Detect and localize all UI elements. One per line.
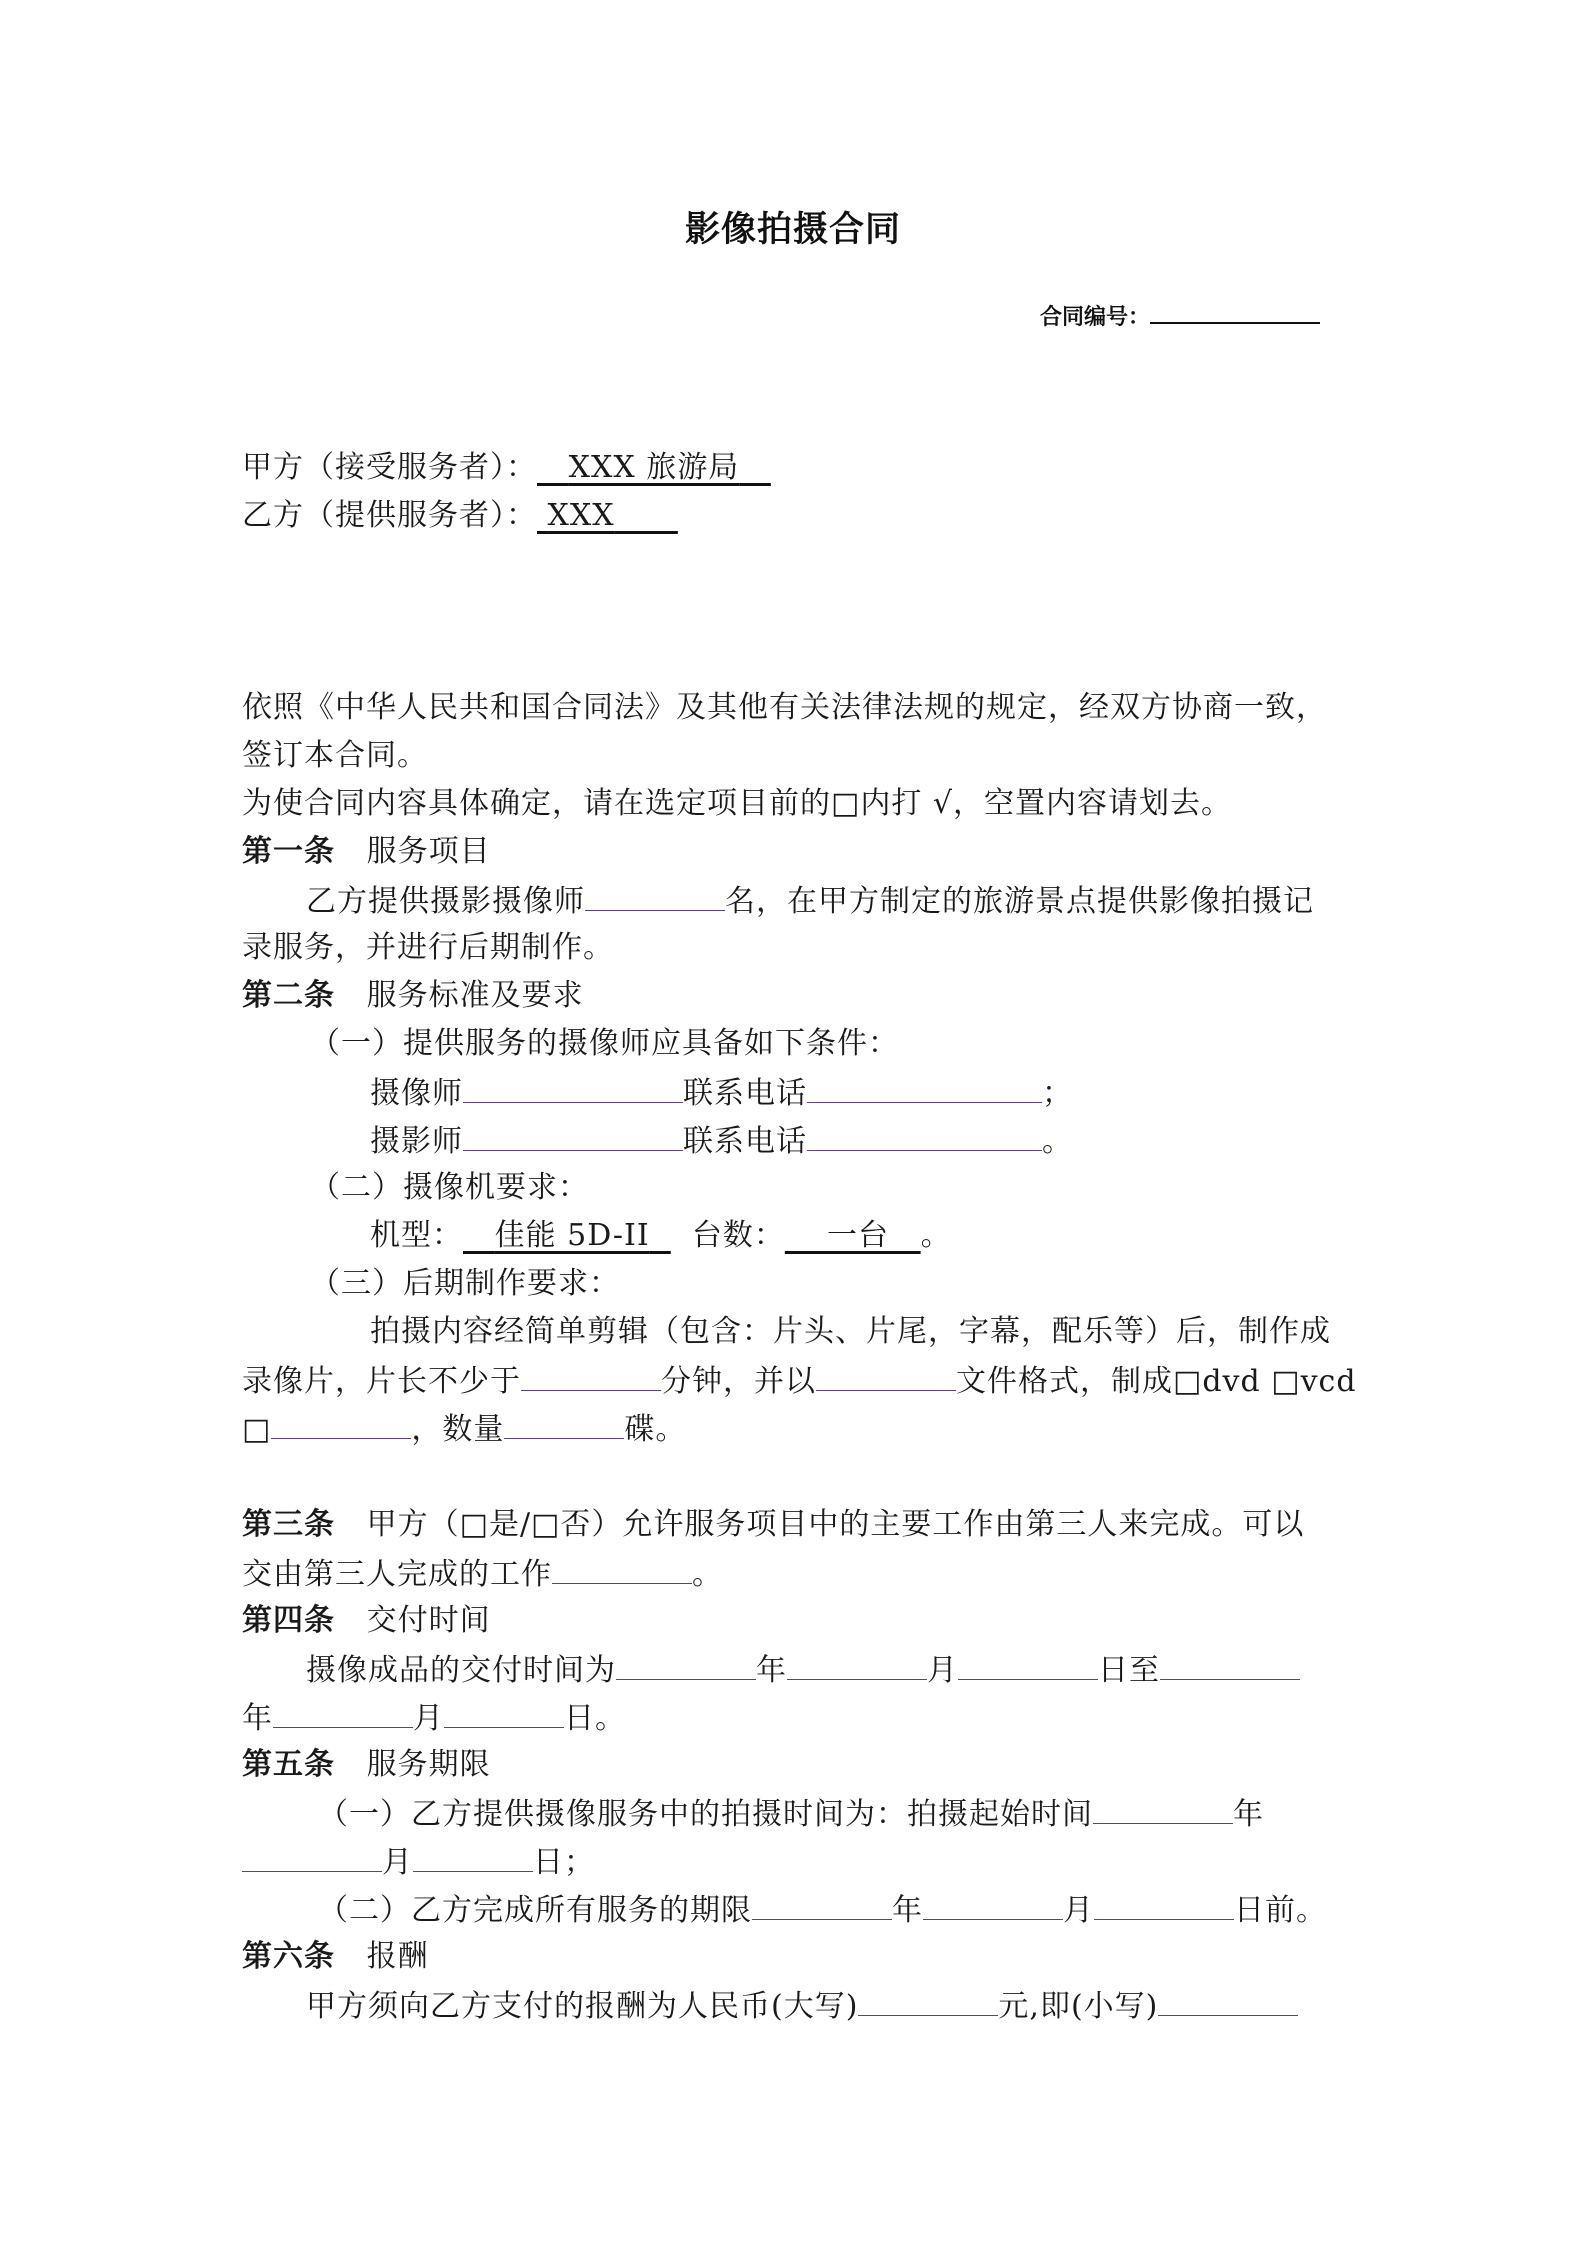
article-1-line-2: 录服务，并进行后期制作。 xyxy=(242,930,614,965)
post-line-3: □ ，数量 碟。 xyxy=(242,1408,686,1450)
article-3-line-1: 第三条 甲方（□是/□否）允许服务项目中的主要工作由第三人来完成。可以 xyxy=(242,1507,1305,1542)
article-5-heading: 第五条 服务期限 xyxy=(242,1747,491,1782)
other-media-blank[interactable] xyxy=(271,1408,411,1439)
article-5-line-1: （一）乙方提供摄像服务中的拍摄时间为：拍摄起始时间 年 xyxy=(318,1793,1264,1835)
third-party-work-blank[interactable] xyxy=(552,1553,692,1584)
preamble-line-1: 依照《中华人民共和国合同法》及其他有关法律法规的规定，经双方协商一致， xyxy=(242,690,1327,725)
disc-count-blank[interactable] xyxy=(504,1408,624,1439)
delivery-start-month-blank[interactable] xyxy=(787,1649,927,1680)
party-b-label: 乙方（提供服务者）： xyxy=(242,498,537,533)
party-b-value: XXX xyxy=(547,498,615,533)
page-title: 影像拍摄合同 xyxy=(684,210,901,250)
videographer-row: 摄像师 联系电话 ； xyxy=(370,1072,1073,1114)
contract-number-blank[interactable] xyxy=(1150,308,1320,324)
article-4-line-2: 年 月 日。 xyxy=(242,1697,626,1739)
delivery-end-day-blank[interactable] xyxy=(444,1697,564,1728)
fee-uppercase-blank[interactable] xyxy=(858,1985,998,2016)
duration-blank[interactable] xyxy=(521,1360,661,1391)
delivery-end-month-blank[interactable] xyxy=(273,1697,413,1728)
service-end-month-blank[interactable] xyxy=(923,1889,1063,1920)
photographer-row: 摄影师 联系电话 。 xyxy=(370,1120,1073,1162)
article-2-sub-2: （二）摄像机要求： xyxy=(310,1170,589,1205)
shoot-start-month-blank[interactable] xyxy=(242,1841,382,1872)
article-5-line-3: （二）乙方完成所有服务的期限 年 月 日前。 xyxy=(318,1889,1327,1931)
camera-model-value: 佳能 5D-II xyxy=(494,1218,650,1253)
article-6-line-1: 甲方须向乙方支付的报酬为人民币(大写) 元,即(小写) xyxy=(306,1985,1298,2027)
fee-numeric-blank[interactable] xyxy=(1158,1985,1298,2016)
preamble-line-2: 签订本合同。 xyxy=(242,738,428,773)
post-line-1: 拍摄内容经简单剪辑（包含：片头、片尾，字幕，配乐等）后，制作成 xyxy=(370,1314,1331,1349)
post-line-2: 录像片，片长不少于 分钟，并以 文件格式，制成□dvd □vcd xyxy=(242,1360,1357,1402)
service-end-day-blank[interactable] xyxy=(1094,1889,1234,1920)
article-2-sub-3: （三）后期制作要求： xyxy=(310,1266,620,1301)
party-a-label: 甲方（接受服务者）： xyxy=(242,450,537,485)
contract-number-label: 合同编号： xyxy=(1040,305,1151,330)
party-b xyxy=(242,496,678,536)
article-5-line-2: 月 日； xyxy=(242,1841,595,1883)
delivery-start-day-blank[interactable] xyxy=(958,1649,1098,1680)
contract-number xyxy=(1040,300,1320,331)
photographer-name-blank[interactable] xyxy=(463,1120,683,1151)
shoot-start-day-blank[interactable] xyxy=(413,1841,533,1872)
delivery-start-year-blank[interactable] xyxy=(616,1649,756,1680)
photographer-count-blank[interactable] xyxy=(585,880,725,911)
camera-row: 机型： 佳能 5D-II 台数： 一台 。 xyxy=(370,1218,952,1253)
article-1-line-1: 乙方提供摄影摄像师 名，在甲方制定的旅游景点提供影像拍摄记 xyxy=(306,880,1314,922)
camera-count-value: 一台 xyxy=(827,1218,889,1253)
article-1-heading: 第一条 服务项目 xyxy=(242,834,491,869)
article-6-heading: 第六条 报酬 xyxy=(242,1939,429,1974)
party-a xyxy=(242,448,771,488)
shoot-start-year-blank[interactable] xyxy=(1093,1793,1233,1824)
photographer-phone-blank[interactable] xyxy=(807,1120,1042,1151)
article-2-heading: 第二条 服务标准及要求 xyxy=(242,978,584,1013)
service-end-year-blank[interactable] xyxy=(752,1889,892,1920)
preamble-line-3: 为使合同内容具体确定，请在选定项目前的□内打 √，空置内容请划去。 xyxy=(242,786,1232,821)
videographer-phone-blank[interactable] xyxy=(807,1072,1042,1103)
videographer-name-blank[interactable] xyxy=(463,1072,683,1103)
party-a-value: XXX 旅游局 xyxy=(568,450,740,485)
delivery-end-year-blank[interactable] xyxy=(1160,1649,1300,1680)
article-2-sub-1: （一）提供服务的摄像师应具备如下条件： xyxy=(310,1026,899,1061)
format-blank[interactable] xyxy=(816,1360,956,1391)
article-3-line-2: 交由第三人完成的工作 。 xyxy=(242,1553,723,1595)
article-4-heading: 第四条 交付时间 xyxy=(242,1603,491,1638)
article-4-line-1: 摄像成品的交付时间为 年 月 日至 xyxy=(306,1649,1300,1691)
